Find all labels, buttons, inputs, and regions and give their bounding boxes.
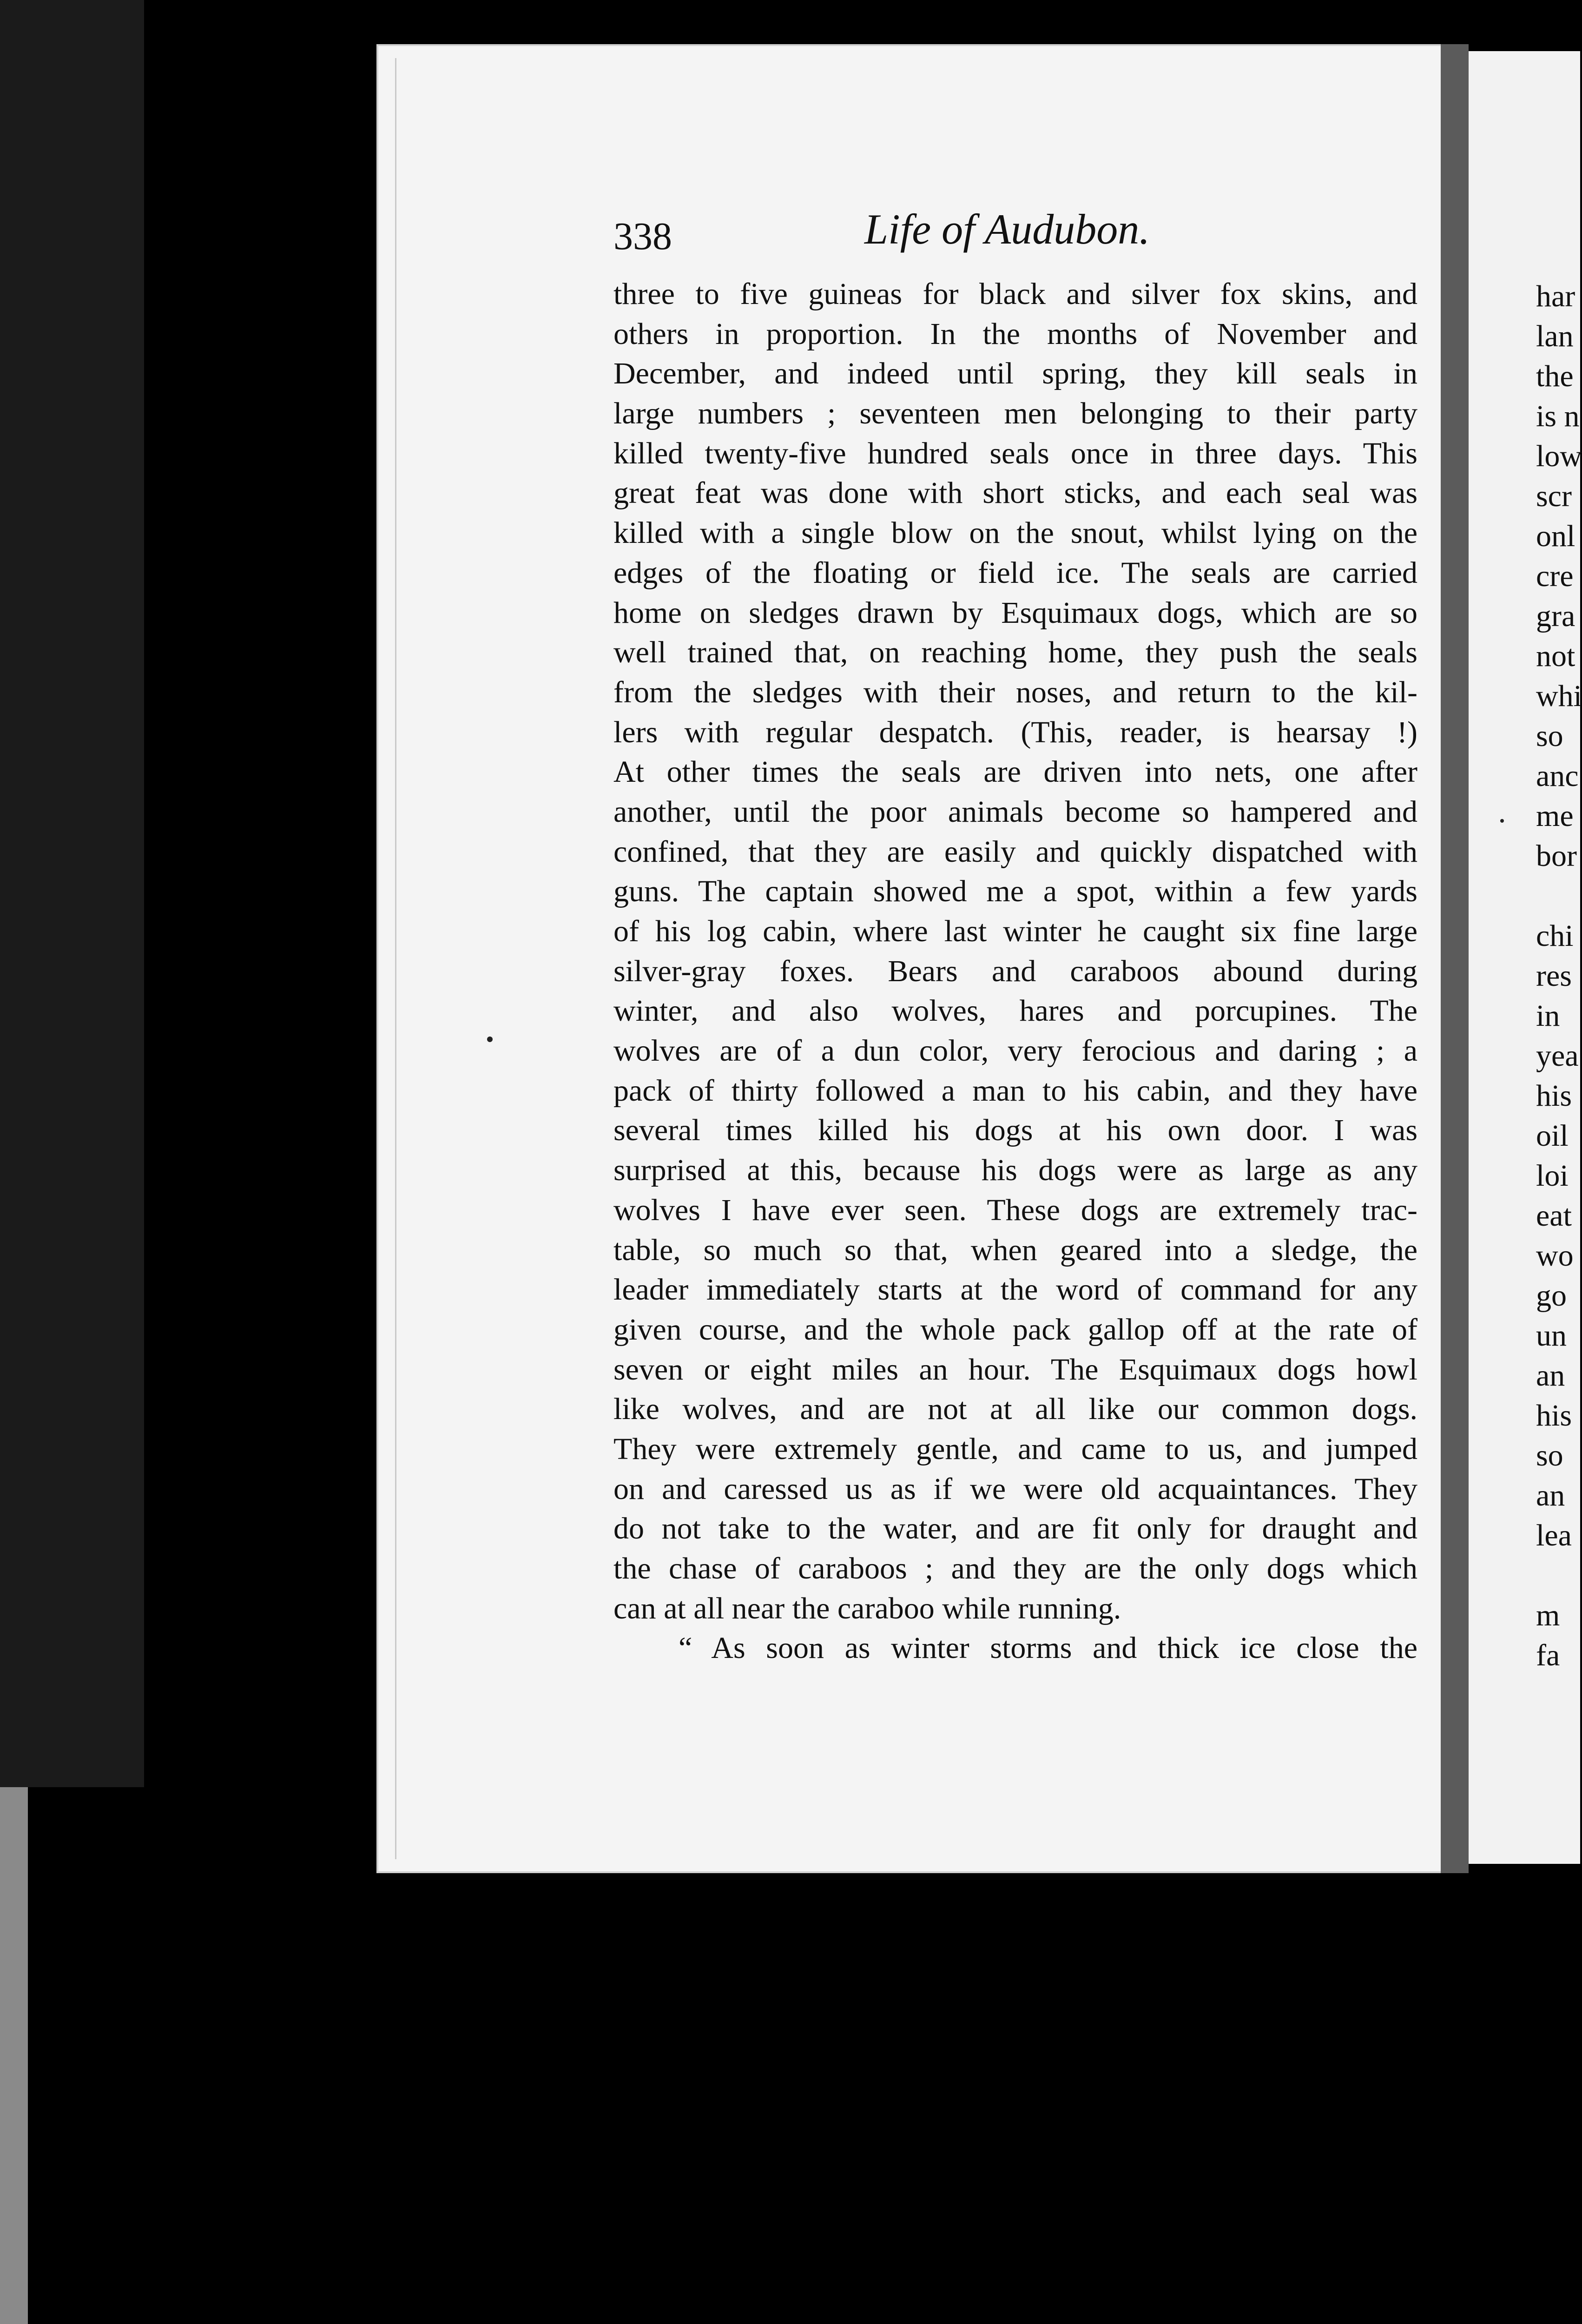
text-line: like wolves, and are not at all like our common dogs.	[613, 1392, 1417, 1426]
text-line: from the sledges with their noses, and return to the kil-	[613, 675, 1417, 709]
text-line: great feat was done with short sticks, and each seal was	[613, 476, 1417, 510]
text-line: wolves are of a dun color, very ferocious and daring ; a	[613, 1034, 1417, 1068]
fragment	[1536, 876, 1578, 916]
text-line: on and caressed us as if we were old acquaintances. They	[613, 1472, 1417, 1506]
page-header	[613, 205, 1404, 274]
fragment	[1536, 1556, 1578, 1596]
text-line: leader immediately starts at the word of command for any	[613, 1273, 1417, 1307]
text-line: silver-gray foxes. Bears and caraboos abound during	[613, 954, 1417, 988]
paragraph-start-line: “ As soon as winter storms and thick ice close the	[679, 1631, 1417, 1665]
body-text	[613, 274, 1417, 1668]
text-line: home on sledges drawn by Esquimaux dogs, which are so	[613, 595, 1417, 630]
text-line: wolves I have ever seen. These dogs are extremely trac-	[613, 1193, 1417, 1227]
text-line: confined, that they are easily and quickly dispatched with	[613, 834, 1417, 869]
text-line: several times killed his dogs at his own door. I was	[613, 1113, 1417, 1148]
text-line: guns. The captain showed me a spot, within a few yards	[613, 874, 1417, 909]
fragment: m	[1536, 1598, 1560, 1632]
fragment: eat	[1536, 1199, 1572, 1233]
text-line: They were extremely gentle, and came to us, and jumped	[613, 1432, 1417, 1466]
running-title: Life of Audubon.	[864, 205, 1150, 253]
text-line: another, until the poor animals become so hampered and	[613, 794, 1417, 829]
fragment: whi	[1536, 679, 1582, 713]
text-line: do not take to the water, and are fit only for draught and	[613, 1512, 1417, 1546]
fragment: an	[1536, 1479, 1565, 1512]
fragment: so	[1536, 1439, 1563, 1472]
fragment: the	[1536, 359, 1574, 393]
text-line: edges of the floating or field ice. The seals are carried	[613, 555, 1417, 590]
text-line: well trained that, on reaching home, they push the seals	[613, 635, 1417, 670]
fragment: not	[1536, 639, 1575, 673]
text-line: At other times the seals are driven into nets, one after	[613, 755, 1417, 789]
page-number: 338	[613, 215, 672, 258]
fragment: oil	[1536, 1119, 1569, 1153]
text-line: large numbers ; seventeen men belonging to their party	[613, 396, 1417, 431]
text-line: killed twenty-five hundred seals once in three days. This	[613, 436, 1417, 470]
fragment: me	[1536, 799, 1574, 833]
fragment: scr	[1536, 479, 1572, 513]
fragment: yea	[1536, 1039, 1579, 1073]
fragment: wo	[1536, 1239, 1574, 1273]
fragment: lea	[1536, 1519, 1572, 1552]
fragment: lan	[1536, 319, 1574, 353]
text-line: of his log cabin, where last winter he caught six fine large	[613, 914, 1417, 948]
text-line: lers with regular despatch. (This, reader, is hearsay !)	[613, 715, 1417, 749]
fragment: bor	[1536, 839, 1577, 873]
fragment: in	[1536, 999, 1560, 1033]
fragment: res	[1536, 959, 1572, 993]
fragment: his	[1536, 1079, 1572, 1113]
fragment: low	[1536, 439, 1582, 473]
text-line: killed with a single blow on the snout, whilst lying on the	[613, 516, 1417, 550]
fragment: an	[1536, 1359, 1565, 1393]
fragment: so	[1536, 719, 1563, 753]
text-line: given course, and the whole pack gallop off at the rate of	[613, 1312, 1417, 1347]
scan-speck	[1500, 819, 1504, 823]
fragment: fa	[1536, 1638, 1560, 1672]
text-line: the chase of caraboos ; and they are the only dogs which	[613, 1552, 1417, 1585]
fragment: un	[1536, 1319, 1567, 1353]
book-gutter	[1441, 44, 1469, 1873]
fragment: loi	[1536, 1159, 1569, 1193]
fragment: gra	[1536, 599, 1575, 633]
fragment: his	[1536, 1399, 1572, 1433]
text-line: three to five guineas for black and silver fox skins, and	[613, 277, 1417, 311]
text-line: seven or eight miles an hour. The Esquimaux dogs howl	[613, 1352, 1417, 1386]
page-edge	[0, 1787, 28, 2324]
scan-speck	[487, 1037, 493, 1042]
text-line: pack of thirty followed a man to his cabin, and they have	[613, 1073, 1417, 1108]
fragment: anc	[1536, 759, 1579, 793]
text-line: winter, and also wolves, hares and porcupines. The	[613, 994, 1417, 1028]
facing-page-text	[1536, 277, 1582, 1676]
text-line: December, and indeed until spring, they kill seals in	[613, 357, 1417, 391]
fragment: onl	[1536, 519, 1575, 553]
text-line: surprised at this, because his dogs were as large as any	[613, 1153, 1417, 1188]
text-line: others in proportion. In the months of November and	[613, 317, 1417, 351]
fragment: har	[1536, 279, 1575, 313]
text-line: table, so much so that, when geared into a sledge, the	[613, 1233, 1417, 1267]
fragment: is n	[1536, 399, 1580, 433]
fragment: chi	[1536, 919, 1574, 953]
fragment: go	[1536, 1279, 1567, 1313]
book-page-stack	[0, 0, 144, 1787]
fragment: cre	[1536, 559, 1574, 593]
text-line: can at all near the caraboo while running.	[613, 1591, 1121, 1625]
